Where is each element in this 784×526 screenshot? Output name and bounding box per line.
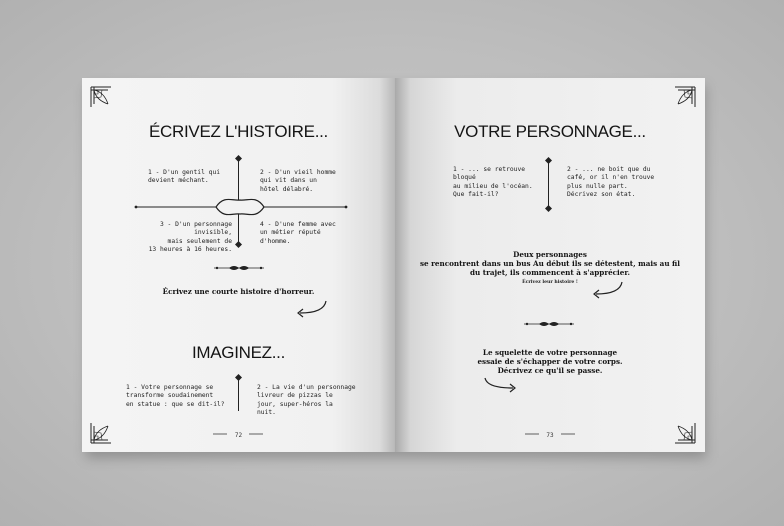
- diamond-icon: [235, 374, 242, 381]
- right-page-title: VOTRE PERSONNAGE...: [454, 122, 646, 141]
- prompt-4: 4 - D'une femme avec un métier réputé d'homme.: [260, 221, 336, 245]
- divider-vertical-2: [238, 377, 239, 411]
- right-page: [395, 78, 705, 452]
- flourish-divider-icon: [214, 263, 264, 273]
- prompt-2: 2 - D'un vieil homme qui vit dans un hôtel délabré.: [260, 169, 336, 193]
- section2-prompt-2: 2 - La vie d'un personnage livreur de pizzas le jour, super-héros la nuit.: [257, 384, 356, 417]
- paragraph-1: Deux personnages se rencontrent dans un bus Au début ils se détestent, mais au fil du trajet, ils commencent à s'apprécier.: [419, 250, 680, 277]
- corner-ornament-top-left-icon: [90, 86, 112, 108]
- right-prompt-2: 2 - ... ne boit que du café, or il n'en trouve plus nulle part. Décrivez son état.: [567, 166, 655, 199]
- left-page-title: ÉCRIVEZ L'HISTOIRE...: [149, 122, 328, 141]
- diamond-bottom-right-icon: [545, 205, 552, 212]
- left-page: [82, 78, 395, 452]
- instruction-text: Écrivez une courte histoire d'horreur.: [162, 287, 315, 296]
- diamond-top-icon: [235, 155, 242, 162]
- paragraph-1-note: Écrivez leur histoire !: [522, 280, 578, 285]
- diamond-top-right-icon: [545, 157, 552, 164]
- curved-arrow-icon: [294, 299, 330, 319]
- corner-ornament-top-right-icon: [674, 86, 696, 108]
- right-prompt-1: 1 - ... se retrouve bloqué au milieu de l'océan. Que fait-il?: [453, 166, 533, 199]
- paragraph-2: Le squelette de votre personnage essaie de s'échapper de votre corps. Décrivez ce qu'il se passe.: [477, 348, 623, 375]
- prompt-1: 1 - D'un gentil qui devient méchant.: [148, 169, 221, 185]
- prompt-3: 3 - D'un personnage invisible, mais seulement de 13 heures à 16 heures.: [148, 221, 232, 254]
- divider-vertical-right: [548, 160, 549, 208]
- section2-prompt-1: 1 - Votre personnage se transforme soudainement en statue : que se dit-il?: [126, 384, 225, 408]
- curved-arrow-right-icon: [590, 280, 626, 300]
- cross-ornament-icon: [136, 192, 346, 222]
- page-number-right: 73: [546, 432, 554, 439]
- section2-title: IMAGINEZ...: [191, 343, 286, 362]
- diamond-bottom-icon: [235, 241, 242, 248]
- page-number-left: 72: [234, 432, 243, 439]
- curved-arrow-left-icon: [483, 376, 519, 392]
- flourish-divider-right-icon: [524, 319, 574, 329]
